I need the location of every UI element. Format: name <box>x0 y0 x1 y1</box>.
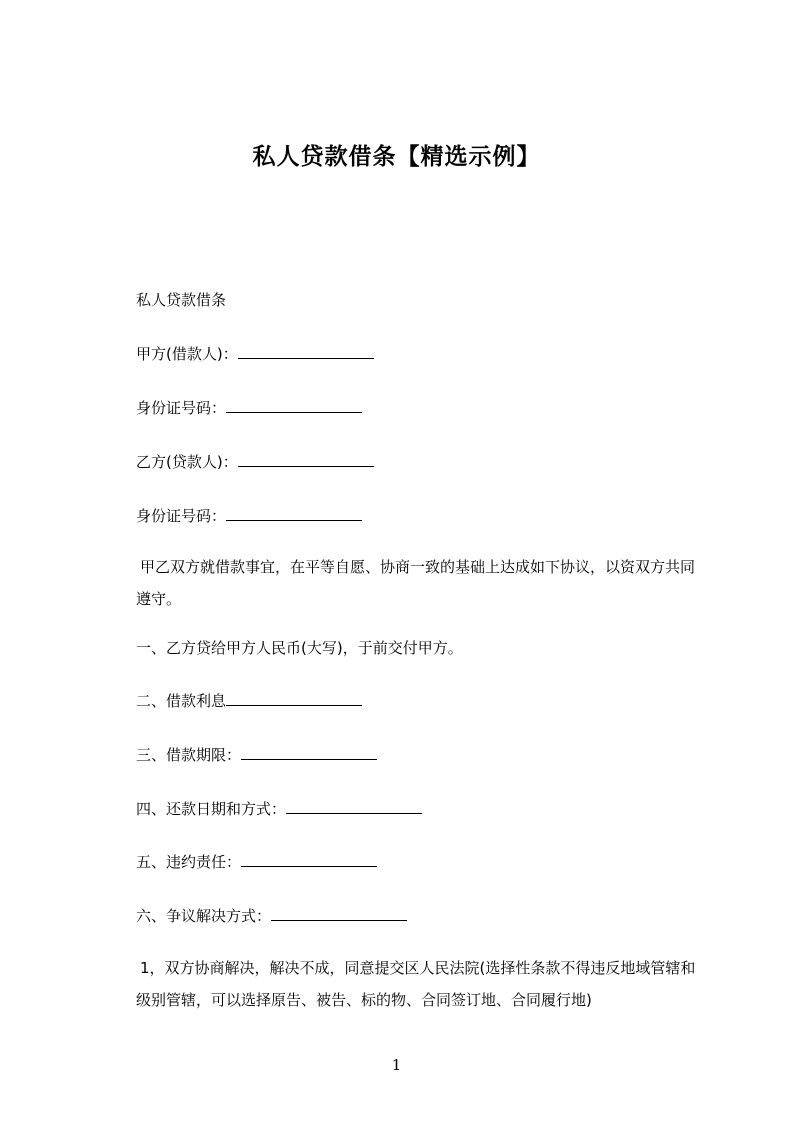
party-b-id-blank <box>226 504 362 521</box>
clause-6-label: 六、争议解决方式： <box>136 907 272 925</box>
party-a-label: 甲方(借款人)： <box>136 345 238 363</box>
heading-text: 私人贷款借条 <box>136 291 227 309</box>
clause-3 <box>136 743 377 767</box>
party-a-blank <box>238 342 374 359</box>
party-a-line <box>136 342 374 366</box>
clause-2-label: 二、借款利息 <box>136 692 227 710</box>
clause-5-label: 五、违约责任： <box>136 853 242 871</box>
clause-5-blank <box>241 850 377 867</box>
party-a-id-line <box>136 396 362 420</box>
page-number: 1 <box>391 1056 402 1074</box>
clause-3-blank <box>241 743 377 760</box>
clause-6-blank <box>271 904 407 921</box>
clause-3-label: 三、借款期限： <box>136 746 242 764</box>
clause-5 <box>136 850 377 874</box>
party-b-id-line <box>136 504 362 528</box>
party-b-blank <box>238 450 374 467</box>
document-heading <box>136 288 226 312</box>
clause-4-blank <box>286 797 422 814</box>
party-b-line <box>136 450 374 474</box>
clause-2 <box>136 689 362 713</box>
intro-paragraph: 甲乙双方就借款事宜，在平等自愿、协商一致的基础上达成如下协议，以资双方共同遵守。 <box>136 558 696 608</box>
clause-4-label: 四、还款日期和方式： <box>136 800 287 818</box>
clause-1 <box>136 636 463 660</box>
clause-1-text: 一、乙方贷给甲方人民币(大写)，于前交付甲方。 <box>136 639 463 657</box>
clause-6 <box>136 904 407 928</box>
clause-6-1: 1，双方协商解决，解决不成，同意提交区人民法院(选择性条款不得违反地域管辖和级别管辖，可以选择原告、被告、标的物、合同签订地、合同履行地) <box>136 959 696 1009</box>
document-title: 私人贷款借条【精选示例】 <box>252 144 541 170</box>
clause-4 <box>136 797 422 821</box>
party-b-id-label: 身份证号码： <box>136 507 227 525</box>
party-b-label: 乙方(贷款人)： <box>136 453 238 471</box>
party-a-id-label: 身份证号码： <box>136 399 227 417</box>
party-a-id-blank <box>226 396 362 413</box>
clause-2-blank <box>226 689 362 706</box>
